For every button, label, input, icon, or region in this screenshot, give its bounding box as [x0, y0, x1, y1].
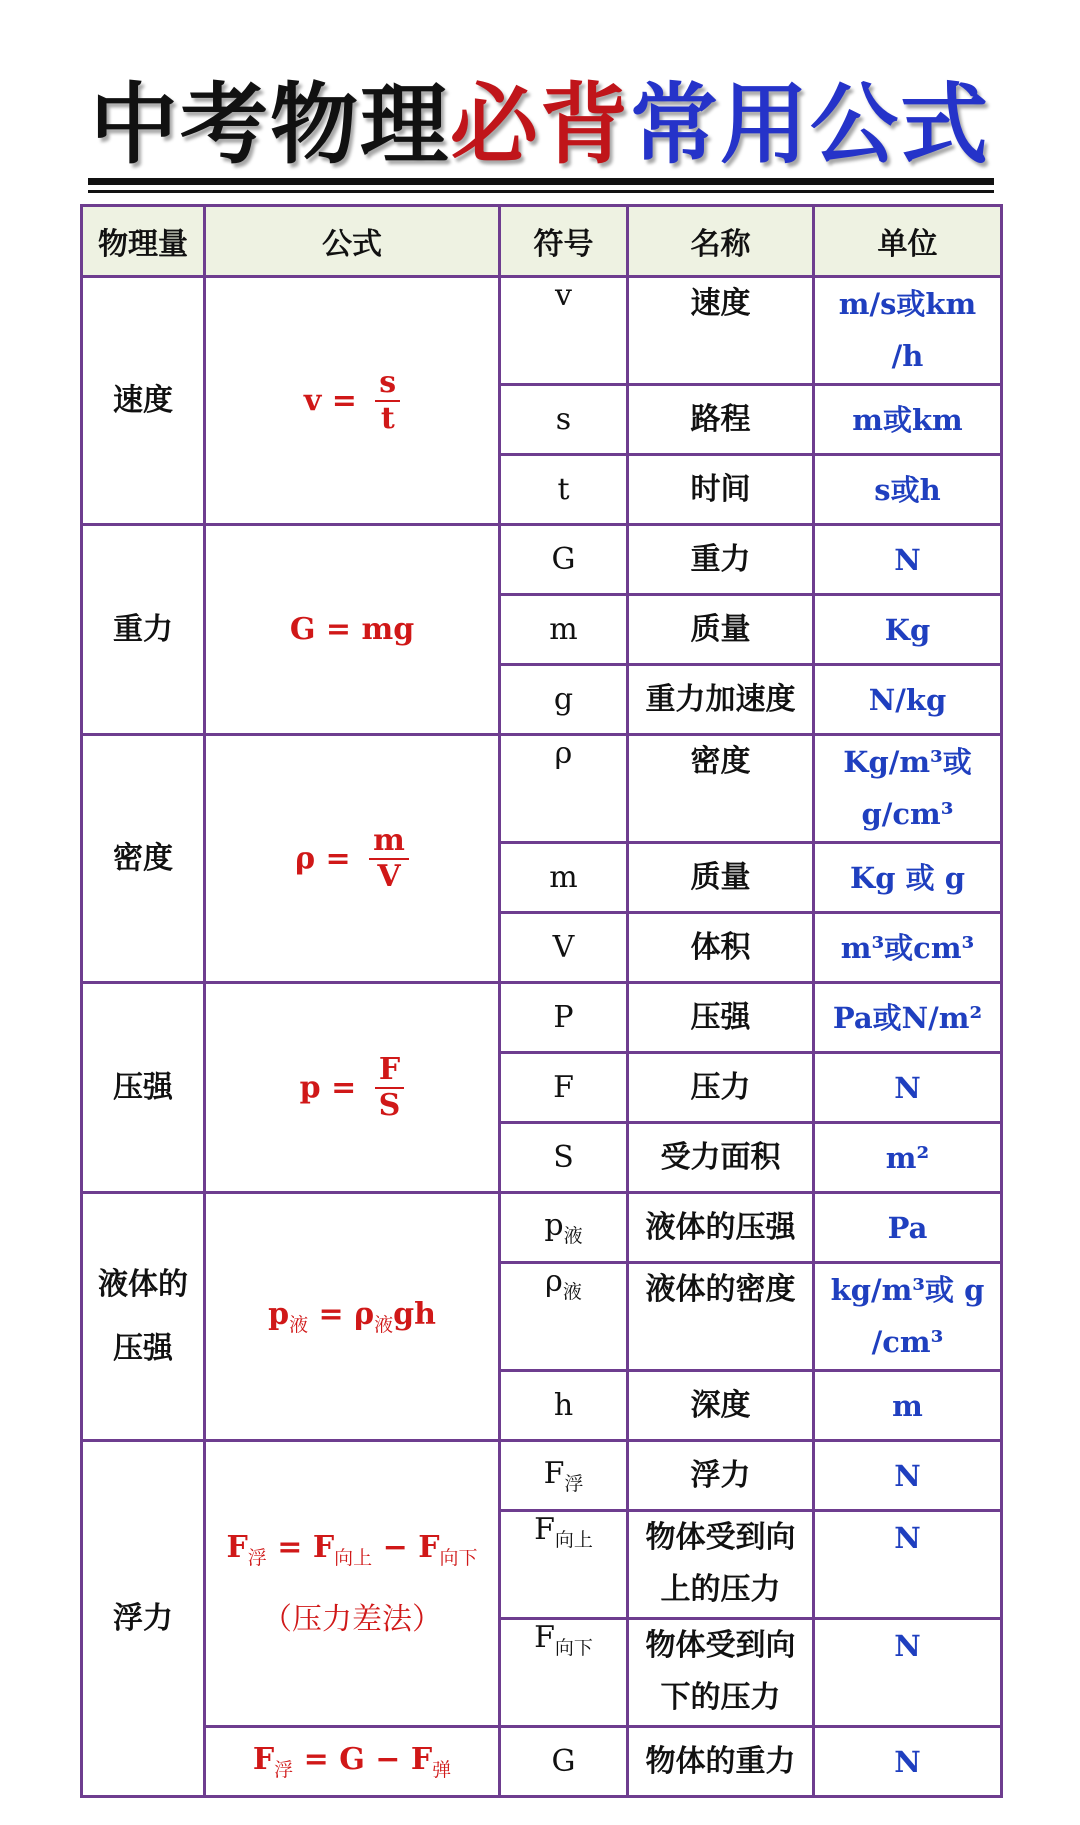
formula-liquid-pressure: $p_液 = \rho_液gh$	[205, 1193, 500, 1441]
unit-cell: N	[814, 1053, 1002, 1123]
symbol-cell: h	[500, 1371, 628, 1441]
qty-density: 密度	[82, 735, 205, 983]
symbol-cell: $F_{向上}$	[500, 1511, 628, 1619]
table-row	[82, 277, 1002, 385]
name-cell: 时间	[628, 455, 814, 525]
name-cell: 物体受到向 上的压力	[628, 1511, 814, 1619]
symbol-cell: s	[500, 385, 628, 455]
name-cell: 浮力	[628, 1441, 814, 1511]
unit-cell: N	[814, 1441, 1002, 1511]
symbol-cell: ρ	[500, 735, 628, 843]
title-part-1: 中考物理	[89, 73, 450, 176]
symbol-cell: $p_液$	[500, 1193, 628, 1263]
unit-cell: N/kg	[814, 665, 1002, 735]
unit-cell: N	[814, 1619, 1002, 1727]
unit-cell: Kg/m³或 g/cm³	[814, 735, 1002, 843]
table-row	[82, 1193, 1002, 1263]
qty-pressure: 压强	[82, 983, 205, 1193]
header-unit: 单位	[814, 206, 1002, 277]
page-title	[0, 60, 1080, 190]
unit-cell: N	[814, 1727, 1002, 1797]
symbol-cell: V	[500, 913, 628, 983]
unit-cell: m或km	[814, 385, 1002, 455]
name-cell: 质量	[628, 595, 814, 665]
header-formula: 公式	[205, 206, 500, 277]
symbol-cell: m	[500, 843, 628, 913]
name-cell: 密度	[628, 735, 814, 843]
unit-cell: m/s或km /h	[814, 277, 1002, 385]
unit-cell: s或h	[814, 455, 1002, 525]
symbol-cell: t	[500, 455, 628, 525]
qty-speed: 速度	[82, 277, 205, 525]
name-cell: 物体的重力	[628, 1727, 814, 1797]
unit-cell: m	[814, 1371, 1002, 1441]
name-cell: 路程	[628, 385, 814, 455]
name-cell: 受力面积	[628, 1123, 814, 1193]
name-cell: 重力加速度	[628, 665, 814, 735]
header-name: 名称	[628, 206, 814, 277]
name-cell: 压强	[628, 983, 814, 1053]
name-cell: 液体的压强	[628, 1193, 814, 1263]
formula-speed: v = $\frac{s}{t}$	[205, 277, 500, 525]
unit-cell: Kg 或 g	[814, 843, 1002, 913]
table-row	[82, 1727, 1002, 1797]
symbol-cell: G	[500, 525, 628, 595]
header-row	[82, 206, 1002, 277]
title-part-2: 必背	[449, 73, 630, 176]
formula-buoyancy-spring: $F_浮 = G - F_弹$	[205, 1727, 500, 1797]
table-row	[82, 525, 1002, 595]
unit-cell: Pa或N/m²	[814, 983, 1002, 1053]
table-row	[82, 735, 1002, 843]
unit-cell: Kg	[814, 595, 1002, 665]
name-cell: 物体受到向 下的压力	[628, 1619, 814, 1727]
symbol-cell: $F_{向下}$	[500, 1619, 628, 1727]
name-cell: 压力	[628, 1053, 814, 1123]
header-qty: 物理量	[82, 206, 205, 277]
formula-gravity: G = mg	[205, 525, 500, 735]
symbol-cell: G	[500, 1727, 628, 1797]
qty-buoyancy: 浮力	[82, 1441, 205, 1797]
header-symbol: 符号	[500, 206, 628, 277]
symbol-cell: g	[500, 665, 628, 735]
unit-cell: m²	[814, 1123, 1002, 1193]
name-cell: 重力	[628, 525, 814, 595]
title-underline-thin	[88, 190, 994, 193]
unit-cell: N	[814, 525, 1002, 595]
name-cell: 体积	[628, 913, 814, 983]
title-part-3: 常用公式	[630, 73, 991, 176]
unit-cell: kg/m³或 g /cm³	[814, 1263, 1002, 1371]
unit-cell: Pa	[814, 1193, 1002, 1263]
name-cell: 速度	[628, 277, 814, 385]
symbol-cell: m	[500, 595, 628, 665]
unit-cell: N	[814, 1511, 1002, 1619]
symbol-cell: $F_浮$	[500, 1441, 628, 1511]
unit-cell: m³或cm³	[814, 913, 1002, 983]
formula-note: （压力差法）	[262, 1601, 442, 1637]
formula-pressure: p = $\frac{F}{S}$	[205, 983, 500, 1193]
symbol-cell: P	[500, 983, 628, 1053]
name-cell: 深度	[628, 1371, 814, 1441]
symbol-cell: S	[500, 1123, 628, 1193]
formula-density: ρ = $\frac{m}{V}$	[205, 735, 500, 983]
qty-gravity: 重力	[82, 525, 205, 735]
symbol-cell: F	[500, 1053, 628, 1123]
formula-buoyancy-pressure-diff: $F_浮 = F_{向上} - F_{向下}$ （压力差法）	[205, 1441, 500, 1727]
symbol-cell: $\rho_液$	[500, 1263, 628, 1371]
formula-table	[80, 204, 1003, 1798]
qty-liquid-pressure: 液体的 压强	[82, 1193, 205, 1441]
title-underline-thick	[88, 178, 994, 185]
table-row	[82, 983, 1002, 1053]
name-cell: 质量	[628, 843, 814, 913]
name-cell: 液体的密度	[628, 1263, 814, 1371]
symbol-cell: v	[500, 277, 628, 385]
table-row	[82, 1441, 1002, 1511]
